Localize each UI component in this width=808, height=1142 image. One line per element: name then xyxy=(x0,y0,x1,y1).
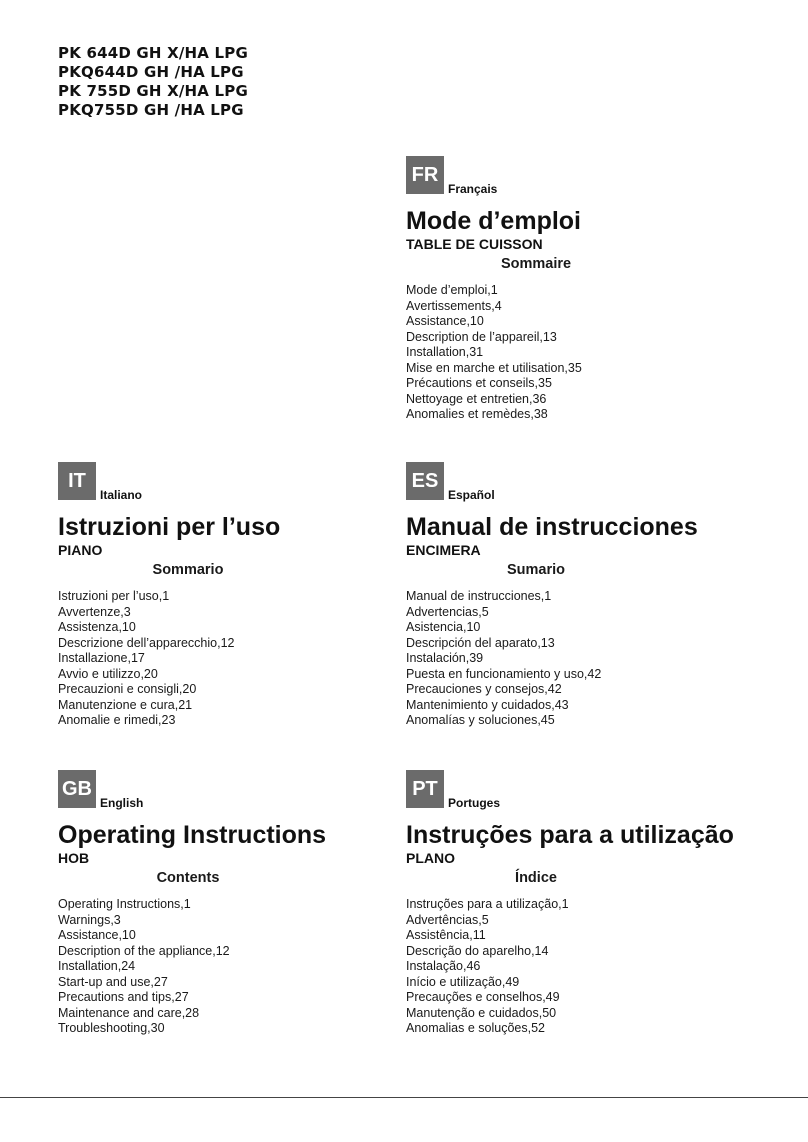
product-type: PIANO xyxy=(58,542,103,558)
toc-item: Manutenzione e cura,21 xyxy=(58,697,193,712)
manual-title: Operating Instructions xyxy=(58,821,327,849)
toc-heading: Índice xyxy=(515,870,557,886)
toc-item: Warnings,3 xyxy=(58,912,121,927)
language-badge: IT xyxy=(58,462,96,500)
toc-item: Asistencia,10 xyxy=(406,620,481,634)
toc-item: Operating Instructions,1 xyxy=(58,897,191,911)
toc-item: Início e utilização,49 xyxy=(406,974,520,989)
manual-title: Manual de instrucciones xyxy=(406,513,698,541)
toc-item: Precauções e conselhos,49 xyxy=(406,990,560,1004)
toc-item: Manual de instrucciones,1 xyxy=(406,589,552,603)
toc-item: Mantenimiento y cuidados,43 xyxy=(406,697,569,712)
product-type: ENCIMERA xyxy=(406,542,481,558)
language-header xyxy=(406,770,786,810)
toc-item: Anomalies et remèdes,38 xyxy=(406,407,548,421)
toc-item: Avertissements,4 xyxy=(406,298,502,313)
toc-item: Advertencias,5 xyxy=(406,604,489,619)
toc-item: Description de l’appareil,13 xyxy=(406,329,557,344)
product-type: PLANO xyxy=(406,850,455,866)
language-header xyxy=(406,462,786,502)
model-list xyxy=(58,44,248,120)
language-name: Portuges xyxy=(448,796,501,810)
toc-list xyxy=(406,283,786,423)
toc-item: Instruções para a utilização,1 xyxy=(406,897,569,911)
model-name: PKQ755D GH /HA LPG xyxy=(58,101,244,119)
footer-divider xyxy=(0,1097,808,1098)
toc-item: Nettoyage et entretien,36 xyxy=(406,391,547,406)
toc-item: Description of the appliance,12 xyxy=(58,943,230,958)
toc-item: Maintenance and care,28 xyxy=(58,1005,200,1020)
toc-item: Assistance,10 xyxy=(406,314,484,328)
toc-item: Assistance,10 xyxy=(58,928,136,942)
toc-item: Précautions et conseils,35 xyxy=(406,376,552,390)
model-name: PK 755D GH X/HA LPG xyxy=(58,82,249,100)
toc-heading: Sommaire xyxy=(500,256,572,272)
toc-list xyxy=(406,897,786,1037)
language-name: Français xyxy=(448,182,498,196)
language-name: Italiano xyxy=(100,488,143,502)
toc-item: Precautions and tips,27 xyxy=(58,990,189,1004)
toc-item: Mise en marche et utilisation,35 xyxy=(406,360,582,375)
product-type: TABLE DE CUISSON xyxy=(406,236,543,252)
model-name: PKQ644D GH /HA LPG xyxy=(58,63,244,81)
manual-title: Mode d’emploi xyxy=(406,207,581,235)
toc-item: Installation,24 xyxy=(58,959,136,973)
toc-item: Avvertenze,3 xyxy=(58,604,131,619)
toc-heading: Sommario xyxy=(152,562,224,578)
toc-item: Installation,31 xyxy=(406,345,484,359)
toc-item: Mode d’emploi,1 xyxy=(406,283,498,297)
toc-item: Manutenção e cuidados,50 xyxy=(406,1005,557,1020)
manual-title: Instruções para a utilização xyxy=(406,821,734,849)
section-it xyxy=(58,462,438,729)
toc-item: Precauciones y consejos,42 xyxy=(406,682,562,696)
toc-item: Descrizione dell’apparecchio,12 xyxy=(58,635,235,650)
language-header xyxy=(58,770,438,810)
toc-heading: Sumario xyxy=(506,562,565,578)
toc-heading: Contents xyxy=(156,870,220,886)
toc-item: Assistência,11 xyxy=(406,928,486,942)
model-name: PK 644D GH X/HA LPG xyxy=(58,44,249,62)
section-gb xyxy=(58,770,438,1037)
toc-item: Descripción del aparato,13 xyxy=(406,635,555,650)
toc-list xyxy=(58,589,438,729)
toc-item: Avvio e utilizzo,20 xyxy=(58,666,158,681)
section-es xyxy=(406,462,786,729)
product-type: HOB xyxy=(58,850,90,866)
language-header xyxy=(406,156,786,196)
toc-item: Assistenza,10 xyxy=(58,620,136,634)
toc-item: Istruzioni per l’uso,1 xyxy=(58,589,170,603)
toc-item: Start-up and use,27 xyxy=(58,974,168,989)
language-badge: ES xyxy=(406,462,444,500)
toc-item: Installazione,17 xyxy=(58,651,145,665)
section-fr xyxy=(406,156,786,423)
section-pt xyxy=(406,770,786,1037)
language-badge: FR xyxy=(406,156,444,194)
toc-item: Precauzioni e consigli,20 xyxy=(58,682,197,696)
toc-item: Anomalie e rimedi,23 xyxy=(58,713,176,727)
toc-item: Instalación,39 xyxy=(406,651,484,665)
language-name: Español xyxy=(448,488,495,502)
manual-title: Istruzioni per l’uso xyxy=(58,513,281,541)
toc-item: Descrição do aparelho,14 xyxy=(406,943,549,958)
language-badge: GB xyxy=(58,770,96,808)
language-badge: PT xyxy=(406,770,444,808)
toc-list xyxy=(406,589,786,729)
toc-item: Instalação,46 xyxy=(406,959,481,973)
toc-list xyxy=(58,897,438,1037)
toc-item: Anomalias e soluções,52 xyxy=(406,1021,545,1035)
toc-item: Troubleshooting,30 xyxy=(58,1021,165,1035)
language-name: English xyxy=(100,796,144,810)
toc-item: Anomalías y soluciones,45 xyxy=(406,713,555,727)
toc-item: Puesta en funcionamiento y uso,42 xyxy=(406,666,602,681)
language-header xyxy=(58,462,438,502)
toc-item: Advertências,5 xyxy=(406,912,489,927)
